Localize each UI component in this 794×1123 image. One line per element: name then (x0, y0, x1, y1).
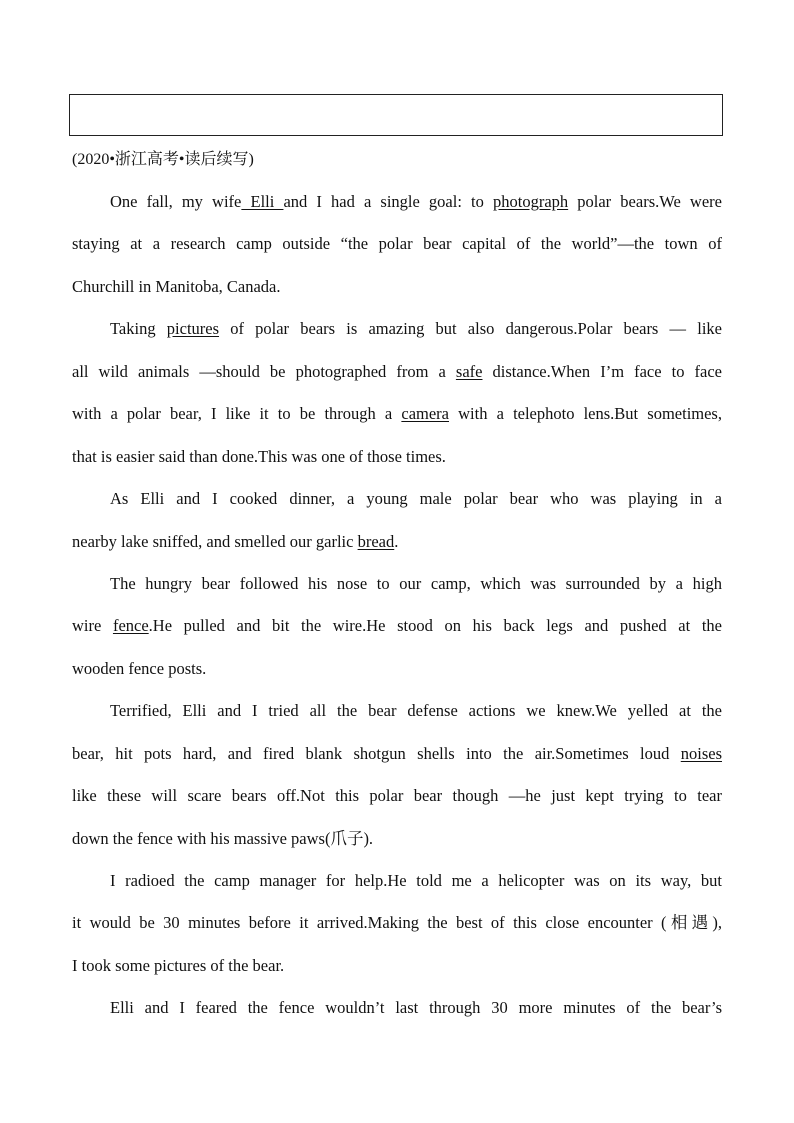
blank-safe: safe (455, 362, 483, 381)
blank-camera: camera (401, 404, 449, 423)
header-box (69, 94, 723, 136)
p3-line-1: As Elli and I cooked dinner, a young male polar bear who was playing in a (110, 489, 722, 508)
p6-line-2: it would be 30 minutes before it arrived.Making the best of this close encounter (相遇), (72, 913, 722, 932)
blank-fence: fence (112, 616, 149, 635)
p6-line-3: I took some pictures of the bear. (72, 956, 285, 975)
p1-line-1: One fall, my wife Elli and I had a single goal: to photograph polar bears.We were (110, 192, 722, 211)
p3-line-2: nearby lake sniffed, and smelled our garlic bread. (72, 532, 399, 551)
p2-line-2: all wild animals —should be photographed from a safe distance.When I’m face to face (72, 362, 722, 381)
p1-line-2: staying at a research camp outside “the polar bear capital of the world”—the town of (72, 234, 722, 253)
p5-line-2: bear, hit pots hard, and fired blank shotgun shells into the air.Sometimes loud noises (72, 744, 722, 763)
p1-line-3: Churchill in Manitoba, Canada. (72, 277, 281, 296)
p5-line-4: down the fence with his massive paws(爪子). (72, 829, 374, 848)
p2-line-4: that is easier said than done.This was one of those times. (72, 447, 446, 466)
p2-line-1: Taking pictures of polar bears is amazing but also dangerous.Polar bears — like (110, 319, 722, 338)
p4-line-1: The hungry bear followed his nose to our camp, which was surrounded by a high (110, 574, 722, 593)
blank-photograph: photograph (493, 192, 569, 211)
p5-line-1: Terrified, Elli and I tried all the bear defense actions we knew.We yelled at the (110, 701, 722, 720)
blank-bread: bread (357, 532, 395, 551)
p4-line-3: wooden fence posts. (72, 659, 207, 678)
p6-line-1: I radioed the camp manager for help.He told me a helicopter was on its way, but (110, 871, 722, 890)
p5-line-3: like these will scare bears off.Not this polar bear though —he just kept trying to tear (72, 786, 722, 805)
p4-line-2: wire fence.He pulled and bit the wire.He stood on his back legs and pushed at the (72, 616, 722, 635)
p2-line-3: with a polar bear, I like it to be through a camera with a telephoto lens.But sometimes, (72, 404, 722, 423)
source-label: (2020•浙江高考•读后续写) (72, 151, 254, 168)
blank-noises: noises (680, 744, 722, 763)
p7-line-1: Elli and I feared the fence wouldn’t last through 30 more minutes of the bear’s (110, 998, 722, 1017)
blank-elli: Elli (241, 192, 284, 211)
blank-pictures: pictures (166, 319, 220, 338)
